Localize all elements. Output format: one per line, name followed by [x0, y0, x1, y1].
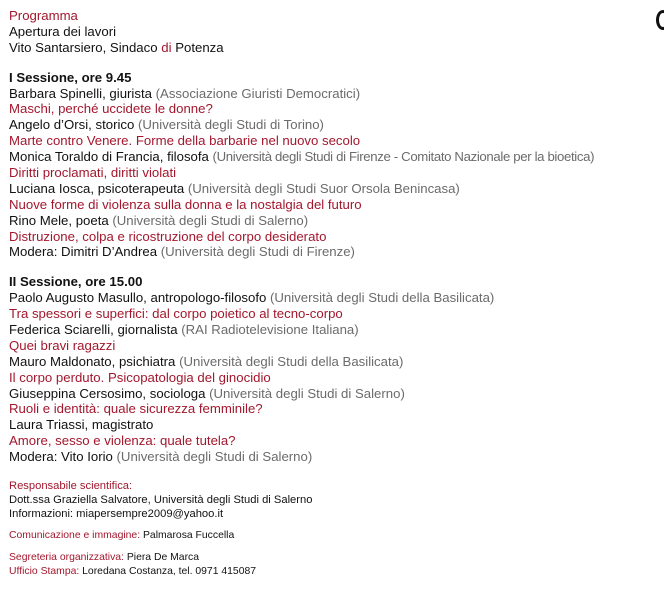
- talk-title: Marte contro Venere. Forme della barbarie nel nuovo secolo: [9, 133, 361, 149]
- stampa-label: Ufficio Stampa:: [9, 566, 80, 578]
- moderator: Modera: Vito Iorio: [9, 449, 113, 465]
- stampa-value: Loredana Costanza, tel. 0971 415087: [82, 566, 257, 578]
- speaker: Giuseppina Cersosimo, sociologa: [9, 385, 206, 401]
- segr-line: [9, 551, 664, 565]
- talk-title: Distruzione, colpa e ricostruzione del corpo desiderato: [9, 228, 327, 244]
- speaker: Paolo Augusto Masullo, antropologo-filosofo: [9, 290, 267, 306]
- affiliation: (Università degli Studi di Salerno): [112, 212, 309, 228]
- resp-label: Responsabile scientifica:: [9, 480, 133, 493]
- affiliation: (Università degli Studi della Basilicata): [179, 353, 404, 369]
- session-1-row: [9, 117, 664, 149]
- session-1-title: I Sessione, ore 9.45: [9, 69, 132, 85]
- mayor-name: Vito Santarsiero, Sindaco: [9, 39, 158, 55]
- talk-title: Quei bravi ragazzi: [9, 337, 116, 353]
- programma-heading: Programma: [9, 8, 78, 23]
- stampa-line: [9, 565, 664, 579]
- session-1-row: [9, 149, 664, 181]
- talk-title: Il corpo perduto. Psicopatologia del ginocidio: [9, 369, 271, 385]
- affiliation: (Università degli Studi della Basilicata): [270, 290, 495, 306]
- talk-title: Maschi, perché uccidete le donne?: [9, 101, 213, 117]
- session-2-row: [9, 322, 664, 354]
- talk-title: Ruoli e identità: quale sicurezza femminile?: [9, 401, 263, 417]
- resp-name: Dott.ssa Graziella Salvatore, Università degli Studi di Salerno: [9, 494, 313, 507]
- segr-value: Piera De Marca: [126, 552, 200, 564]
- speaker: Federica Sciarelli, giornalista: [9, 322, 178, 338]
- session-1-row: [9, 86, 664, 118]
- session-2-row: [9, 290, 664, 322]
- affiliation: (Università degli Studi di Torino): [138, 117, 324, 133]
- affiliation: (RAI Radiotelevisione Italiana): [181, 322, 359, 338]
- session-2-row: [9, 386, 664, 418]
- speaker: Laura Triassi, magistrato: [9, 417, 154, 433]
- comm-line: [9, 529, 664, 543]
- affiliation: (Associazione Giuristi Democratici): [155, 85, 361, 101]
- moderator-affiliation: (Università degli Studi di Salerno): [116, 449, 313, 465]
- comm-label: Comunicazione e immagine:: [9, 530, 141, 542]
- affiliation: (Università degli Studi di Firenze - Comitato Nazionale per la bioetica): [212, 149, 595, 165]
- segr-label: Segreteria organizzativa:: [9, 552, 124, 564]
- mayor-line: [9, 40, 664, 56]
- speaker: Mauro Maldonato, psichiatra: [9, 353, 176, 369]
- session-2-moderator: [9, 449, 664, 465]
- program-document: [9, 8, 664, 579]
- session-1-row: [9, 181, 664, 213]
- speaker: Rino Mele, poeta: [9, 212, 109, 228]
- mayor-city: Potenza: [175, 39, 224, 55]
- session-1-row: [9, 213, 664, 245]
- session-2-row: [9, 354, 664, 386]
- moderator: Modera: Dimitri D’Andrea: [9, 244, 158, 260]
- info-line: Informazioni: miapersempre2009@yahoo.it: [9, 508, 224, 521]
- comm-value: Palmarosa Fuccella: [143, 530, 235, 542]
- moderator-affiliation: (Università degli Studi di Firenze): [160, 244, 355, 260]
- affiliation: (Università degli Studi Suor Orsola Benincasa): [187, 180, 460, 196]
- session-2-row: [9, 417, 664, 449]
- session-1-moderator: [9, 244, 664, 260]
- talk-title: Amore, sesso e violenza: quale tutela?: [9, 433, 236, 449]
- affiliation: (Università degli Studi di Salerno): [209, 385, 405, 401]
- opening-line: Apertura dei lavori: [9, 23, 117, 39]
- talk-title: Tra spessori e superfici: dal corpo poietico al tecno-corpo: [9, 306, 343, 322]
- session-2-title: II Sessione, ore 15.00: [9, 274, 143, 290]
- speaker: Luciana Iosca, psicoterapeuta: [9, 180, 185, 196]
- talk-title: Nuove forme di violenza sulla donna e la nostalgia del futuro: [9, 196, 362, 212]
- speaker: Monica Toraldo di Francia, filosofa: [9, 149, 209, 165]
- speaker: Barbara Spinelli, giurista: [9, 85, 152, 101]
- talk-title: Diritti proclamati, diritti violati: [9, 165, 177, 181]
- mayor-di: di: [161, 39, 172, 55]
- speaker: Angelo d’Orsi, storico: [9, 117, 135, 133]
